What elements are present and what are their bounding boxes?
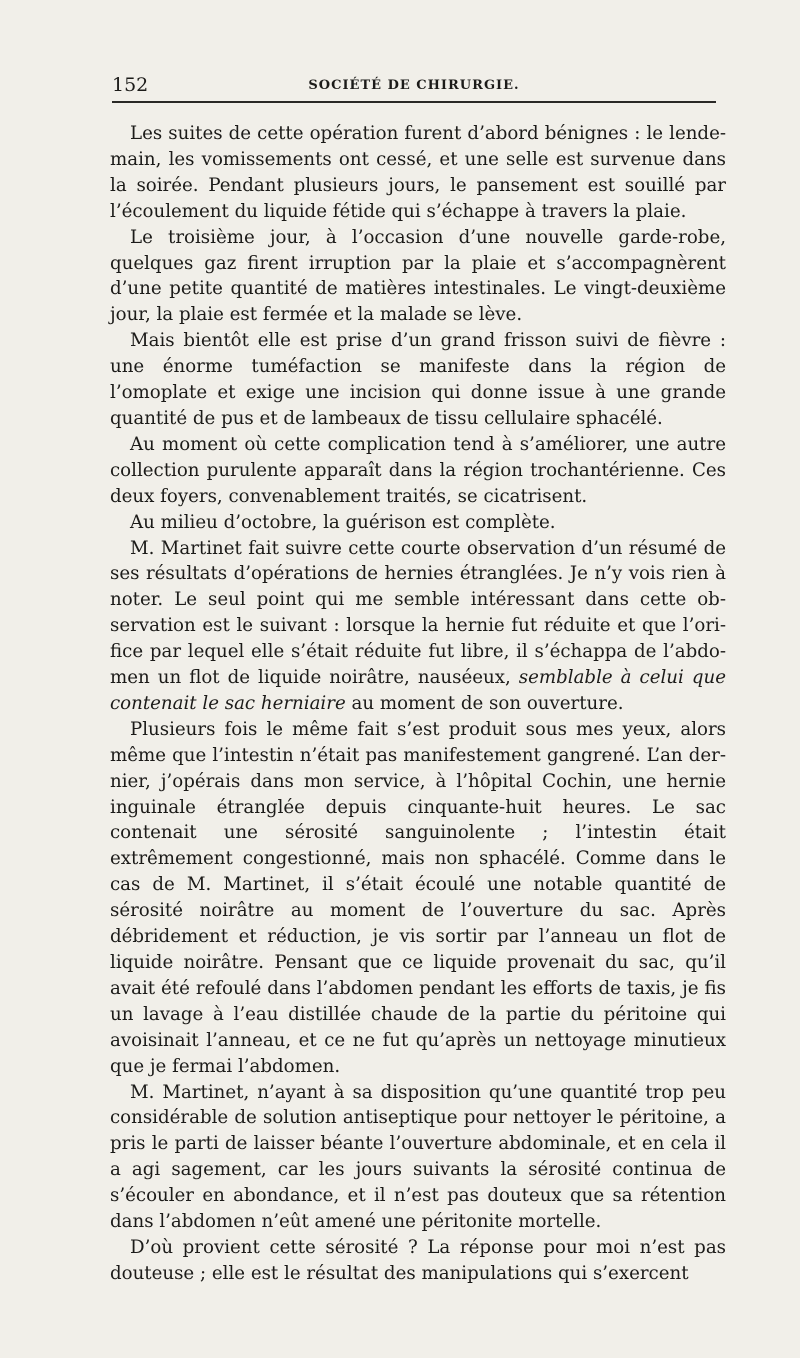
running-title: SOCIÉTÉ DE CHIRURGIE.	[308, 78, 520, 93]
header-rule	[112, 101, 716, 103]
paragraph-7: Plusieurs fois le même fait s’est produit sous mes yeux, alors même que l’intestin n’était pas manifestement gangrené. L’an dernier, j’opérais dans mon service, à l’hôpital Cochin, une hernie inguinale étranglée depuis cinquante-huit heures. Le sac contenait une sérosité sanguinolente ; l’intestin était extrêmement congestionné, mais non sphacélé. Comme dans le cas de M. Martinet, il s’était écoulé une notable quantité de sérosité noirâtre au moment de l’ouverture du sac. Après débridement et réduction, je vis sortir par l’anneau un flot de liquide noirâtre. Pensant que ce liquide provenait du sac, qu’il avait été refoulé dans l’abdomen pendant les efforts de taxis, je fis un lavage à l’eau distillée chaude de la partie du péritoine qui avoisinait l’anneau, et ce ne fut qu’après un nettoyage minutieux que je fermai l’abdomen.	[110, 718, 726, 1077]
paragraph-4: Au moment où cette complication tend à s’améliorer, une autre collection purulente apparaît dans la région trochantérienne. Ces deux foyers, convenablement traités, se cicatrisent.	[110, 433, 726, 507]
paragraph-8: M. Martinet, n’ayant à sa disposition qu’une quantité trop peu considérable de solution antiseptique pour nettoyer le péritoine, a pris le parti de laisser béante l’ouverture abdominale, et en cela il a agi sagement, car les jours suivants la sérosité continua de s’écouler en abondance, et il n’est pas douteux que sa rétention dans l’abdomen n’eût amené une péritonite mortelle.	[110, 1081, 726, 1233]
body-text	[110, 121, 726, 1287]
paragraph-3: Mais bientôt elle est prise d’un grand frisson suivi de fièvre : une énorme tuméfaction se manifeste dans la région de l’omoplate et exige une incision qui donne issue à une grande quantité de pus et de lambeaux de tissu cellulaire sphacélé.	[110, 330, 726, 429]
paragraph-6-text: M. Martinet fait suivre cette courte observation d’un résumé de ses résultats d’opérations de hernies étranglées. Je n’y vois rien à noter. Le seul point qui me semble intéressant dans cette observation est le suivant : lorsque la hernie fut réduite et que l’orifice par lequel elle s’était réduite fut libre, il s’échappa de l’abdomen un flot de liquide noirâtre, nauséeux,	[110, 537, 726, 689]
paragraph-6-italic-quote: semblable à celui que contenait le sac herniaire	[110, 667, 726, 714]
paragraph-5: Au milieu d’octobre, la guérison est complète.	[130, 511, 556, 533]
paragraph-9: D’où provient cette sérosité ? La réponse pour moi n’est pas douteuse ; elle est le résultat des manipulations qui s’exercent	[110, 1236, 726, 1284]
paragraph-1: Les suites de cette opération furent d’abord bénignes : le lendemain, les vomissements ont cessé, et une selle est survenue dans la soirée. Pendant plusieurs jours, le pansement est souillé par l’écoulement du liquide fétide qui s’échappe à travers la plaie.	[110, 123, 726, 222]
page-number: 152	[112, 74, 149, 96]
page-header	[112, 70, 716, 100]
paragraph-6	[110, 536, 726, 717]
paragraph-6-text-end: au moment de son ouverture.	[351, 692, 624, 714]
paragraph-2: Le troisième jour, à l’occasion d’une nouvelle garde-robe, quelques gaz firent irruption par la plaie et s’accompagnèrent d’une petite quantité de matières intestinales. Le vingt-deuxième jour, la plaie est fermée et la malade se lève.	[110, 226, 726, 326]
